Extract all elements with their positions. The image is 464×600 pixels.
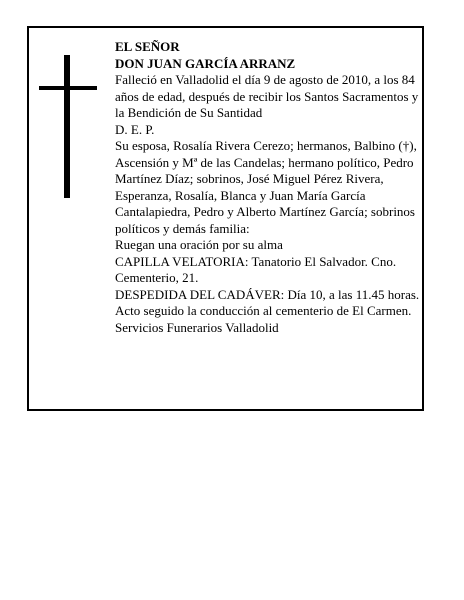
chapel-info: CAPILLA VELATORIA: Tanatorio El Salvador. Cno. Cementerio, 21.	[115, 253, 397, 285]
notice-text	[115, 39, 423, 336]
dep-line: D. E. P.	[115, 121, 155, 137]
obituary-notice	[27, 26, 424, 411]
prayer-request: Ruegan una oración por su alma	[115, 237, 283, 252]
cross-icon	[39, 55, 97, 198]
cross-vertical-bar	[64, 55, 70, 198]
cross-horizontal-bar	[39, 86, 97, 90]
farewell-info: DESPEDIDA DEL CADÁVER: Día 10, a las 11.45 horas. Acto seguido la conducción al cementerio de El Carmen.	[115, 286, 420, 318]
notice-title: EL SEÑOR	[115, 39, 180, 54]
death-announcement: Falleció en Valladolid el día 9 de agosto de 2010, a los 84 años de edad, después de recibir los Santos Sacramentos y la Bendición de Su Santidad	[115, 72, 419, 120]
funeral-services: Servicios Funerarios Valladolid	[115, 319, 279, 335]
family-list: Su esposa, Rosalía Rivera Cerezo; hermanos, Balbino (†), Ascensión y Mª de las Candelas; hermano político, Pedro Martínez Díaz; sobrinos, José Miguel Pérez Rivera, Esperanza, Rosalía, Blanca y Juan María García Cantalapiedra, Pedro y Alberto Martínez García; sobrinos políticos y demás familia:	[115, 138, 417, 236]
deceased-name: DON JUAN GARCÍA ARRANZ	[115, 55, 296, 71]
